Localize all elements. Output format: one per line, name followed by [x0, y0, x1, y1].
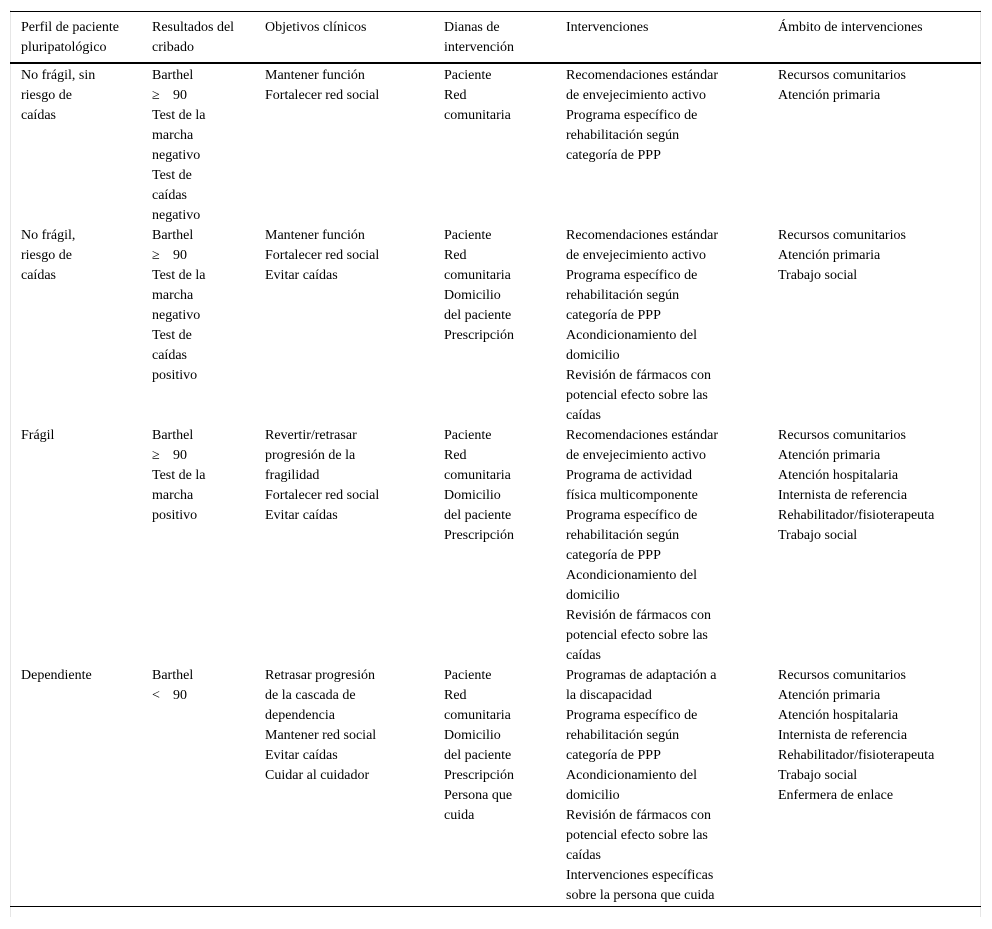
cell-intervenciones	[555, 666, 767, 907]
perfil-line: Dependiente	[21, 668, 92, 683]
objetivos-line: de la cascada de	[265, 688, 356, 703]
dianas-line: Prescripción	[444, 768, 514, 783]
intervenciones-line: categoría de PPP	[566, 308, 661, 323]
barthel-label: Barthel	[152, 668, 194, 683]
intervenciones-line: categoría de PPP	[566, 748, 661, 763]
cribado-line: negativo	[152, 208, 201, 223]
intervenciones-line: de envejecimiento activo	[566, 448, 706, 463]
objetivos-line: Evitar caídas	[265, 748, 338, 763]
cell-ambito	[767, 426, 981, 666]
cribado-line: negativo	[152, 148, 201, 163]
cell-dianas	[433, 426, 555, 666]
intervenciones-line: caídas	[566, 648, 601, 663]
table-row	[10, 226, 981, 426]
dianas-line: Paciente	[444, 68, 492, 83]
cribado-line: Test de la	[152, 108, 206, 123]
intervenciones-line: Acondicionamiento del	[566, 768, 698, 783]
intervenciones-line: Programas de adaptación a	[566, 668, 717, 683]
dianas-line: Prescripción	[444, 328, 514, 343]
barthel-value: 90	[173, 448, 187, 463]
barthel-threshold	[152, 686, 250, 706]
perfil-line: riesgo de	[21, 248, 72, 263]
cell-objetivos	[254, 226, 433, 426]
intervenciones-line: rehabilitación según	[566, 128, 680, 143]
dianas-line: del paciente	[444, 748, 512, 763]
perfil-line: No frágil,	[21, 228, 76, 243]
cribado-line: marcha	[152, 488, 194, 503]
dianas-line: del paciente	[444, 508, 512, 523]
intervenciones-line: de envejecimiento activo	[566, 248, 706, 263]
perfil-line: Frágil	[21, 428, 55, 443]
intervenciones-line: Recomendaciones estándar	[566, 68, 718, 83]
barthel-operator: ≥	[152, 88, 160, 103]
ambito-line: Rehabilitador/fisioterapeuta	[778, 748, 935, 763]
cell-intervenciones	[555, 63, 767, 226]
dianas-line: comunitaria	[444, 108, 511, 123]
intervenciones-line: categoría de PPP	[566, 148, 661, 163]
barthel-operator: ≥	[152, 448, 160, 463]
cell-intervenciones	[555, 226, 767, 426]
header-objetivos: Objetivos clínicos	[254, 12, 433, 64]
objetivos-line: dependencia	[265, 708, 335, 723]
header-intervenciones: Intervenciones	[555, 12, 767, 64]
perfil-line: caídas	[21, 268, 56, 283]
objetivos-line: Cuidar al cuidador	[265, 768, 370, 783]
cribado-line: Test de	[152, 168, 192, 183]
intervenciones-line: Revisión de fármacos con	[566, 808, 712, 823]
objetivos-line: Fortalecer red social	[265, 88, 380, 103]
barthel-label: Barthel	[152, 228, 194, 243]
ambito-line: Atención hospitalaria	[778, 708, 899, 723]
header-perfil: Perfil de paciente pluripatológico	[10, 12, 141, 64]
objetivos-line: Revertir/retrasar	[265, 428, 357, 443]
cell-dianas	[433, 666, 555, 907]
dianas-line: comunitaria	[444, 468, 511, 483]
intervenciones-line: de envejecimiento activo	[566, 88, 706, 103]
cell-cribado	[141, 426, 254, 666]
intervenciones-line: Recomendaciones estándar	[566, 428, 718, 443]
cribado-line: positivo	[152, 368, 198, 383]
intervenciones-line: sobre la persona que cuida	[566, 888, 715, 903]
intervenciones-line: Revisión de fármacos con	[566, 368, 712, 383]
ambito-line: Internista de referencia	[778, 728, 908, 743]
dianas-line: Domicilio	[444, 288, 501, 303]
cell-objetivos	[254, 426, 433, 666]
objetivos-line: Retrasar progresión	[265, 668, 376, 683]
intervenciones-line: Programa específico de	[566, 268, 698, 283]
barthel-value: 90	[173, 688, 187, 703]
table-row	[10, 666, 981, 907]
cribado-line: negativo	[152, 308, 201, 323]
dianas-line: Paciente	[444, 668, 492, 683]
intervenciones-line: la discapacidad	[566, 688, 652, 703]
cell-cribado	[141, 63, 254, 226]
intervenciones-line: Recomendaciones estándar	[566, 228, 718, 243]
ambito-line: Trabajo social	[778, 528, 858, 543]
intervenciones-line: domicilio	[566, 588, 620, 603]
dianas-line: Persona que	[444, 788, 513, 803]
cribado-line: Test de la	[152, 268, 206, 283]
ppp-intervention-table	[10, 11, 981, 907]
cribado-line: positivo	[152, 508, 198, 523]
barthel-operator: ≥	[152, 248, 160, 263]
cribado-line: caídas	[152, 188, 187, 203]
table-row	[10, 426, 981, 666]
objetivos-line: Mantener función	[265, 228, 365, 243]
dianas-line: comunitaria	[444, 268, 511, 283]
cell-ambito	[767, 226, 981, 426]
cribado-line: Test de	[152, 328, 192, 343]
cribado-line: Test de la	[152, 468, 206, 483]
barthel-threshold	[152, 86, 250, 106]
dianas-line: Prescripción	[444, 528, 514, 543]
dianas-line: Domicilio	[444, 728, 501, 743]
table-header-row	[10, 12, 981, 64]
dianas-line: del paciente	[444, 308, 512, 323]
intervenciones-line: Acondicionamiento del	[566, 328, 698, 343]
cell-ambito	[767, 63, 981, 226]
barthel-label: Barthel	[152, 428, 194, 443]
intervenciones-line: Programa específico de	[566, 708, 698, 723]
intervenciones-line: Programa de actividad	[566, 468, 692, 483]
ambito-line: Atención primaria	[778, 248, 881, 263]
ambito-line: Atención primaria	[778, 688, 881, 703]
intervenciones-line: caídas	[566, 848, 601, 863]
dianas-line: Red	[444, 688, 467, 703]
intervenciones-line: Programa específico de	[566, 508, 698, 523]
intervenciones-line: Revisión de fármacos con	[566, 608, 712, 623]
intervenciones-line: Programa específico de	[566, 108, 698, 123]
cell-perfil	[10, 666, 141, 907]
intervenciones-line: categoría de PPP	[566, 548, 661, 563]
barthel-label: Barthel	[152, 68, 194, 83]
objetivos-line: Mantener función	[265, 68, 365, 83]
header-dianas: Dianas de intervención	[433, 12, 555, 64]
intervenciones-line: Intervenciones específicas	[566, 868, 714, 883]
cell-perfil	[10, 226, 141, 426]
barthel-operator: <	[152, 688, 160, 703]
intervenciones-line: domicilio	[566, 348, 620, 363]
dianas-line: comunitaria	[444, 708, 511, 723]
header-resultados: Resultados del cribado	[141, 12, 254, 64]
intervenciones-line: potencial efecto sobre las	[566, 628, 708, 643]
objetivos-line: progresión de la	[265, 448, 356, 463]
intervenciones-line: rehabilitación según	[566, 728, 680, 743]
ambito-line: Recursos comunitarios	[778, 228, 906, 243]
intervenciones-line: domicilio	[566, 788, 620, 803]
cell-objetivos	[254, 63, 433, 226]
ambito-line: Enfermera de enlace	[778, 788, 894, 803]
cribado-line: marcha	[152, 288, 194, 303]
ambito-line: Recursos comunitarios	[778, 428, 906, 443]
ambito-line: Recursos comunitarios	[778, 668, 906, 683]
dianas-line: Red	[444, 248, 467, 263]
intervenciones-line: potencial efecto sobre las	[566, 388, 708, 403]
perfil-line: caídas	[21, 108, 56, 123]
dianas-line: Domicilio	[444, 488, 501, 503]
barthel-value: 90	[173, 88, 187, 103]
intervenciones-line: rehabilitación según	[566, 288, 680, 303]
ambito-line: Atención hospitalaria	[778, 468, 899, 483]
dianas-line: Red	[444, 88, 467, 103]
ambito-line: Internista de referencia	[778, 488, 908, 503]
intervenciones-line: Acondicionamiento del	[566, 568, 698, 583]
cribado-line: caídas	[152, 348, 187, 363]
barthel-threshold	[152, 446, 250, 466]
barthel-threshold	[152, 246, 250, 266]
objetivos-line: fragilidad	[265, 468, 320, 483]
header-ambito: Ámbito de intervenciones	[767, 12, 981, 64]
cell-objetivos	[254, 666, 433, 907]
objetivos-line: Evitar caídas	[265, 268, 338, 283]
dianas-line: cuida	[444, 808, 475, 823]
table-row	[10, 63, 981, 226]
cribado-line: marcha	[152, 128, 194, 143]
ambito-line: Atención primaria	[778, 88, 881, 103]
intervenciones-line: potencial efecto sobre las	[566, 828, 708, 843]
ambito-line: Rehabilitador/fisioterapeuta	[778, 508, 935, 523]
ambito-line: Trabajo social	[778, 768, 858, 783]
objetivos-line: Mantener red social	[265, 728, 377, 743]
dianas-line: Paciente	[444, 228, 492, 243]
objetivos-line: Evitar caídas	[265, 508, 338, 523]
ambito-line: Recursos comunitarios	[778, 68, 906, 83]
perfil-line: riesgo de	[21, 88, 72, 103]
cell-perfil	[10, 426, 141, 666]
cell-dianas	[433, 63, 555, 226]
objetivos-line: Fortalecer red social	[265, 488, 380, 503]
cell-ambito	[767, 666, 981, 907]
ambito-line: Atención primaria	[778, 448, 881, 463]
cell-intervenciones	[555, 426, 767, 666]
objetivos-line: Fortalecer red social	[265, 248, 380, 263]
perfil-line: No frágil, sin	[21, 68, 96, 83]
intervenciones-line: física multicomponente	[566, 488, 698, 503]
barthel-value: 90	[173, 248, 187, 263]
cell-cribado	[141, 226, 254, 426]
cell-cribado	[141, 666, 254, 907]
cell-perfil	[10, 63, 141, 226]
cell-dianas	[433, 226, 555, 426]
intervenciones-line: rehabilitación según	[566, 528, 680, 543]
intervenciones-line: caídas	[566, 408, 601, 423]
dianas-line: Paciente	[444, 428, 492, 443]
ambito-line: Trabajo social	[778, 268, 858, 283]
dianas-line: Red	[444, 448, 467, 463]
